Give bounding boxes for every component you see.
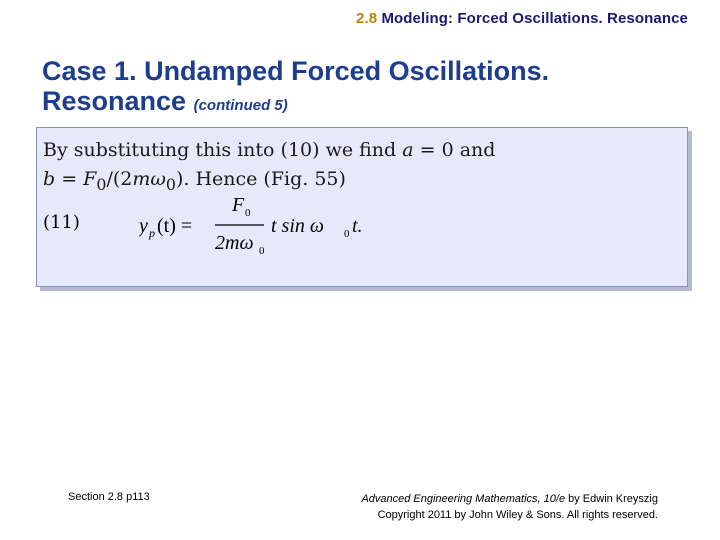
paragraph-line-2: $b = F_0/(2m\omega_0)$. Hence (Fig. 55) bbox=[43, 168, 346, 194]
body-paragraph bbox=[43, 136, 495, 199]
title-subnote: (continued 5) bbox=[193, 97, 288, 114]
eq-lhs-sub: p bbox=[149, 226, 155, 240]
footer-rights: Copyright 2011 by John Wiley & Sons. All rights reserved. bbox=[377, 509, 658, 521]
title-line-2: Resonance (continued 5) bbox=[42, 86, 288, 116]
eq-numerator-sub: 0 bbox=[245, 207, 251, 219]
paragraph-line-1: By substituting this into (10) we find a = 0 and bbox=[43, 139, 496, 161]
eq-rhs-sub: 0 bbox=[344, 228, 350, 240]
equation-11 bbox=[139, 194, 399, 264]
footer-book: Advanced Engineering Mathematics, 10/e by Edwin Kreyszig bbox=[361, 493, 658, 505]
eq-numerator: F bbox=[232, 194, 245, 216]
footer-copyright bbox=[361, 491, 658, 523]
content-box bbox=[36, 127, 688, 287]
slide-header bbox=[356, 10, 688, 27]
title-line-1: Case 1. Undamped Forced Oscillations. bbox=[42, 56, 550, 86]
eq-lhs-t: (t) = bbox=[157, 215, 193, 237]
footer-section-ref: Section 2.8 p113 bbox=[68, 491, 150, 503]
eq-rhs: t sin ω bbox=[271, 215, 325, 237]
section-title: Modeling: Forced Oscillations. Resonance bbox=[381, 10, 688, 27]
section-number: 2.8 bbox=[356, 10, 378, 27]
eq-denominator-sub: 0 bbox=[259, 245, 265, 257]
slide-title bbox=[42, 56, 549, 121]
equation-label: (11) bbox=[43, 212, 80, 233]
eq-lhs-y: y bbox=[139, 215, 148, 237]
eq-denominator: 2mω bbox=[215, 232, 254, 254]
eq-rhs-end: t. bbox=[352, 215, 363, 237]
